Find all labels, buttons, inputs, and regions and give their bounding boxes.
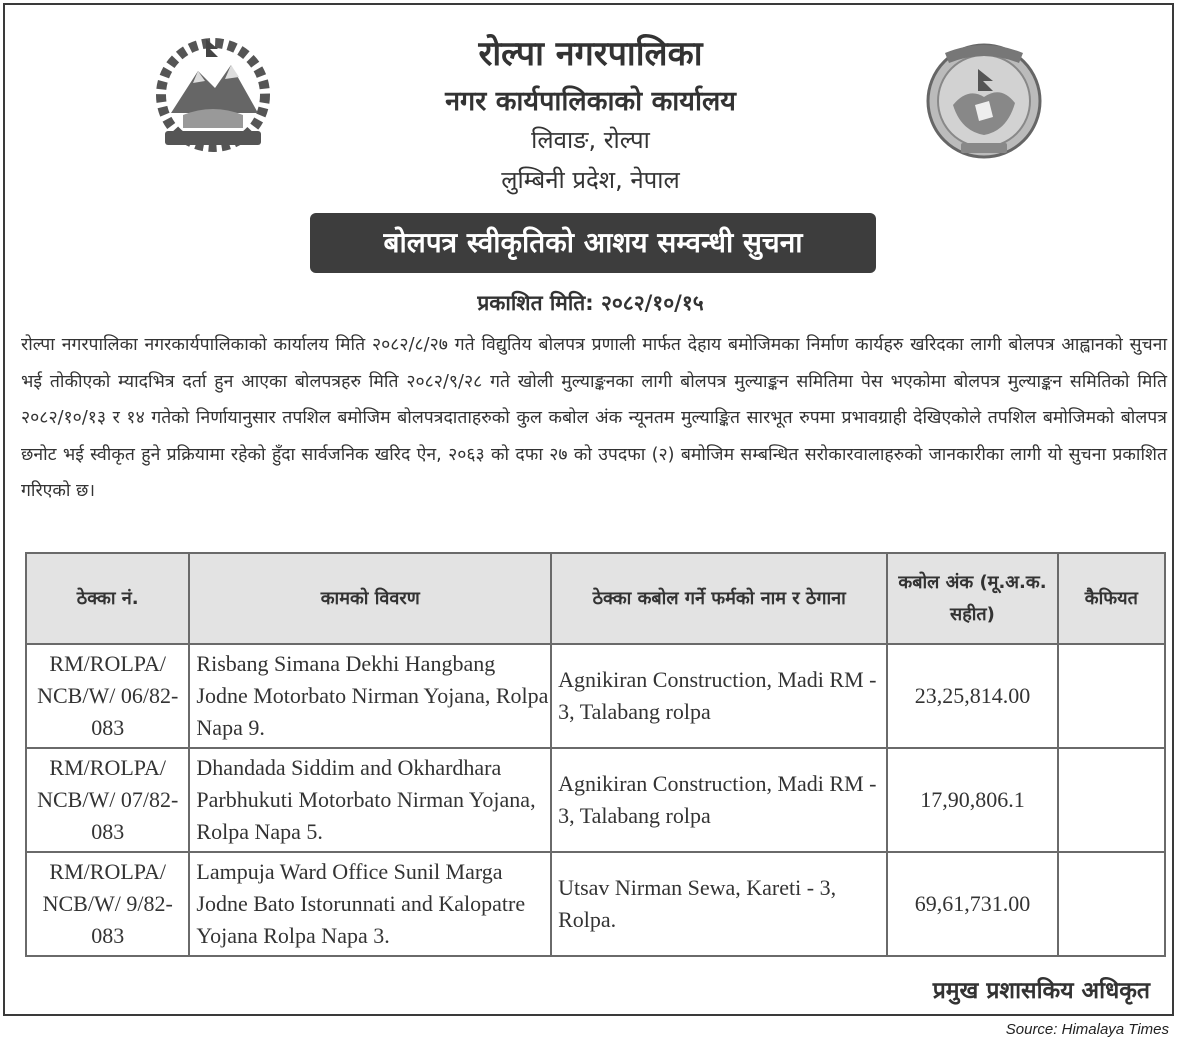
bid-amount: 23,25,814.00 (887, 644, 1057, 748)
table-header-row (26, 553, 1165, 644)
table-row (26, 644, 1165, 748)
header-amount: कबोल अंक (मू.अ.क. सहीत) (887, 553, 1057, 644)
province-name: लुम्बिनी प्रदेश, नेपाल (501, 166, 680, 194)
tender-table (25, 552, 1166, 957)
table-row (26, 748, 1165, 852)
work-description: Risbang Simana Dekhi Hangbang Jodne Motorbato Nirman Yojana, Rolpa Napa 9. (189, 644, 551, 748)
notice-body: रोल्पा नगरपालिका नगरकार्यपालिकाको कार्यालय मिति २०८२/८/२७ गते विद्युतिय बोलपत्र प्रणाली मार्फत देहाय बमोजिमका निर्माण कार्यहरु खरिदका लागी बोलपत्र आह्वानको सुचना भई तोकीएको म्यादभित्र दर्ता हुन आएका बोलपत्रहरु मिति २०८२/९/२८ गते खोली मुल्याङ्कनका लागी बोलपत्र मुल्याङ्कन समितिमा पेस भएकोमा बोलपत्र मुल्याङ्कन समितिको मिति २०८२/१०/१३ र १४ गतेको निर्णायानुसार तपशिल बमोजिम बोलपत्रदाताहरुको कुल कबोल अंक न्यूनतम मुल्याङ्कित सारभूत रुपमा प्रभावग्राही देखिएकोले तपशिल बमोजिमको बोलपत्र छनोट भई स्वीकृत हुने प्रक्रियामा रहेको हुँदा सार्वजनिक खरिद ऐन, २०६३ को दफा २७ को उपदफा (२) बमोजिम सम्बन्धित सरोकारवालाहरुको जानकारीका लागी यो सुचना प्रकाशित गरिएको छ। (21, 335, 1167, 501)
source-credit: Source: Himalaya Times (1005, 1021, 1169, 1038)
org-name: रोल्पा नगरपालिका (478, 34, 703, 74)
office-name: नगर कार्यपालिकाको कार्यालय (445, 86, 736, 117)
work-description: Lampuja Ward Office Sunil Marga Jodne Bato Istorunnati and Kalopatre Yojana Rolpa Napa 3. (189, 852, 551, 956)
notice-title: बोलपत्र स्वीकृतिको आशय सम्वन्धी सुचना (310, 213, 876, 273)
contract-no: RM/ROLPA/ NCB/W/ 07/82-083 (26, 748, 189, 852)
remarks (1058, 644, 1165, 748)
firm-name-address: Utsav Nirman Sewa, Kareti - 3, Rolpa. (551, 852, 887, 956)
work-description: Dhandada Siddim and Okhardhara Parbhukuti Motorbato Nirman Yojana, Rolpa Napa 5. (189, 748, 551, 852)
bid-amount: 69,61,731.00 (887, 852, 1057, 956)
firm-name-address: Agnikiran Construction, Madi RM - 3, Talabang rolpa (551, 644, 887, 748)
header-description: कामको विवरण (189, 553, 551, 644)
table-row (26, 852, 1165, 956)
header-contract-no: ठेक्का नं. (26, 553, 189, 644)
notice-frame (3, 3, 1174, 1016)
signatory-title: प्रमुख प्रशासकिय अधिकृत (932, 978, 1150, 1004)
bid-amount: 17,90,806.1 (887, 748, 1057, 852)
firm-name-address: Agnikiran Construction, Madi RM - 3, Talabang rolpa (551, 748, 887, 852)
header-firm: ठेक्का कबोल गर्ने फर्मको नाम र ठेगाना (551, 553, 887, 644)
remarks (1058, 852, 1165, 956)
contract-no: RM/ROLPA/ NCB/W/ 06/82-083 (26, 644, 189, 748)
contract-no: RM/ROLPA/ NCB/W/ 9/82-083 (26, 852, 189, 956)
header-remarks: कैफियत (1058, 553, 1165, 644)
published-date: प्रकाशित मिति: २०८२/१०/१५ (477, 291, 704, 315)
remarks (1058, 748, 1165, 852)
office-location: लिवाङ, रोल्पा (531, 126, 650, 154)
